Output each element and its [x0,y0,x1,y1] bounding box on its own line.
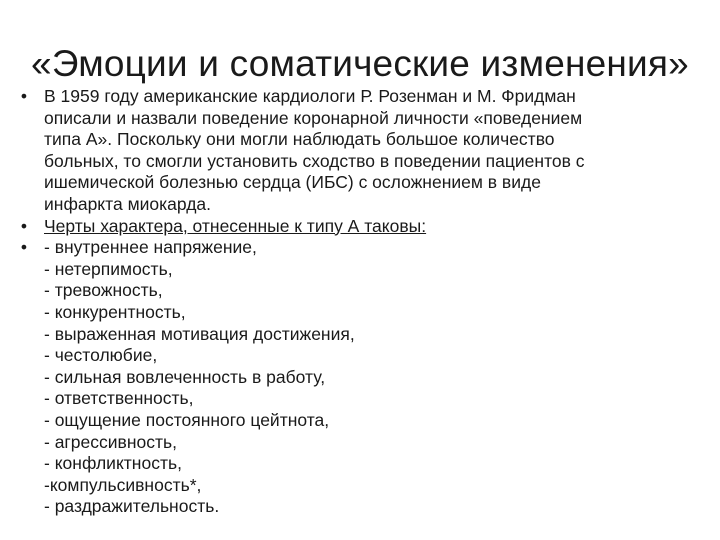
paragraph-line: описали и назвали поведение коронарной личности «поведением [44,107,583,128]
traits-heading: Черты характера, отнесенные к типу А таковы: [44,215,427,236]
trait-item: - внутреннее напряжение, [44,237,257,258]
slide-title: «Эмоции и соматические изменения» [31,43,689,84]
trait-item: - выраженная мотивация достижения, [44,323,355,344]
paragraph-line: ишемической болезнью сердца (ИБС) с осложнением в виде [44,172,541,193]
bullet-dot: • [20,86,28,106]
trait-item: - раздражительность. [44,496,220,517]
bullet-dot: • [20,237,28,258]
trait-item: - конфликтность, [44,453,182,474]
trait-item: -компульсивность*, [44,474,202,495]
trait-item: - агрессивность, [44,431,177,452]
bullet-list [14,86,704,518]
trait-item: - ощущение постоянного цейтнота, [44,409,330,430]
trait-item: - сильная вовлеченность в работу, [44,366,326,387]
paragraph-line: типа А». Поскольку они могли наблюдать большое количество [44,129,555,150]
trait-item: - тревожность, [44,280,163,301]
trait-item: - честолюбие, [44,345,158,366]
bullet-item-traits-heading [14,216,704,238]
trait-item: - нетерпимость, [44,258,173,279]
paragraph-line: В 1959 году американские кардиологи Р. Розенман и М. Фридман [44,86,576,106]
paragraph-line: инфаркта миокарда. [44,193,212,214]
bullet-item-history [14,86,704,216]
trait-item: - ответственность, [44,388,194,409]
trait-item: - конкурентность, [44,301,186,322]
paragraph-line: больных, то смогли установить сходство в поведении пациентов с [44,150,585,171]
bullet-item-traits-list [14,237,704,518]
bullet-dot: • [20,215,28,236]
